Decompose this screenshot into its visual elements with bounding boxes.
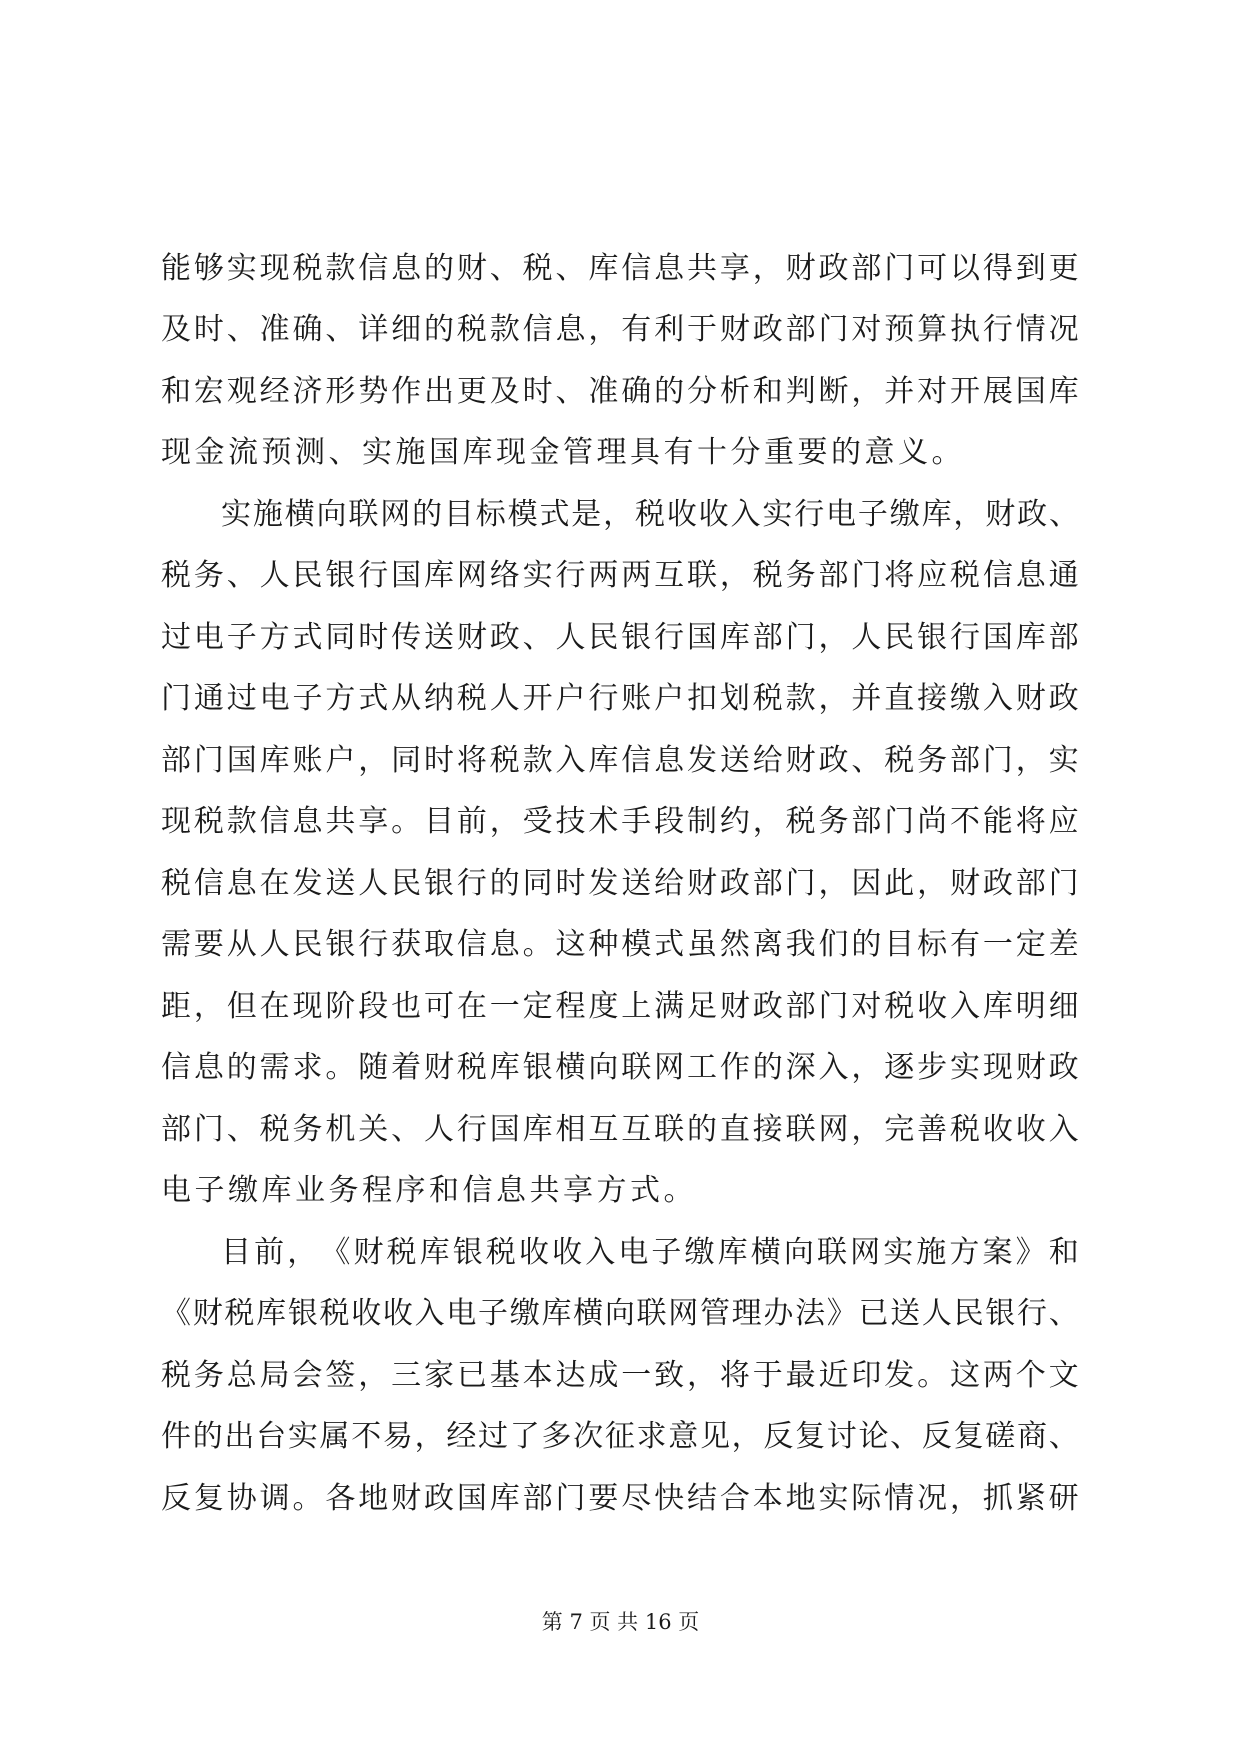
text-line: 实 施 横 向 联 网 的 目 标 模 式 是 ， 税 收 收 入 实 行 电 子 缴 库 ， 财 政 、 — [221, 496, 1079, 532]
text-line: 和 宏 观 经 济 形 势 作 出 更 及 时 、 准 确 的 分 析 和 判 断 ， 并 对 开 展 国 库 — [161, 373, 1079, 409]
paragraph-1 — [161, 234, 1079, 480]
text-line: 税 信 息 在 发 送 人 民 银 行 的 同 时 发 送 给 财 政 部 门 ， 因 此 ， 财 政 部 门 — [161, 865, 1079, 901]
document-body — [161, 234, 1079, 1526]
text-line: 税 务 总 局 会 签 ， 三 家 已 基 本 达 成 一 致 ， 将 于 最 近 印 发 。 这 两 个 文 — [161, 1357, 1079, 1393]
text-line: 反 复 协 调 。 各 地 财 政 国 库 部 门 要 尽 快 结 合 本 地 实 际 情 况 ， 抓 紧 研 — [161, 1480, 1079, 1516]
text-line: 现 税 款 信 息 共 享 。 目 前 ， 受 技 术 手 段 制 约 ， 税 务 部 门 尚 不 能 将 应 — [161, 804, 1079, 840]
text-line: 电 子 缴 库 业 务 程 序 和 信 息 共 享 方 式 。 — [161, 1173, 694, 1209]
text-line: 过 电 子 方 式 同 时 传 送 财 政 、 人 民 银 行 国 库 部 门 ， 人 民 银 行 国 库 部 — [161, 619, 1079, 655]
text-line: 需 要 从 人 民 银 行 获 取 信 息 。 这 种 模 式 虽 然 离 我 们 的 目 标 有 一 定 差 — [161, 927, 1079, 963]
text-line: 部 门 、 税 务 机 关 、 人 行 国 库 相 互 互 联 的 直 接 联 网 ， 完 善 税 收 收 入 — [161, 1111, 1079, 1147]
paragraph-3 — [161, 1218, 1079, 1526]
text-line: 及 时 、 准 确 、 详 细 的 税 款 信 息 ， 有 利 于 财 政 部 门 对 预 算 执 行 情 况 — [161, 312, 1079, 348]
text-line: 目 前 ， 《 财 税 库 银 税 收 收 入 电 子 缴 库 横 向 联 网 实 施 方 案 》 和 — [221, 1234, 1079, 1270]
text-line: 部 门 国 库 账 户 ， 同 时 将 税 款 入 库 信 息 发 送 给 财 政 、 税 务 部 门 ， 实 — [161, 742, 1079, 778]
text-line: 距 ， 但 在 现 阶 段 也 可 在 一 定 程 度 上 满 足 财 政 部 门 对 税 收 入 库 明 细 — [161, 988, 1079, 1024]
text-line: 现 金 流 预 测 、 实 施 国 库 现 金 管 理 具 有 十 分 重 要 的 意 义 。 — [161, 435, 962, 471]
text-line: 《 财 税 库 银 税 收 收 入 电 子 缴 库 横 向 联 网 管 理 办 法 》 已 送 人 民 银 行 、 — [161, 1296, 1079, 1332]
page-number-footer: 第 7 页 共 16 页 — [541, 1610, 700, 1634]
text-line: 信 息 的 需 求 。 随 着 财 税 库 银 横 向 联 网 工 作 的 深 入 ， 逐 步 实 现 财 政 — [161, 1050, 1079, 1086]
paragraph-2 — [161, 480, 1079, 1218]
text-line: 件 的 出 台 实 属 不 易 ， 经 过 了 多 次 征 求 意 见 ， 反 复 讨 论 、 反 复 磋 商 、 — [161, 1419, 1079, 1455]
text-line: 税 务 、 人 民 银 行 国 库 网 络 实 行 两 两 互 联 ， 税 务 部 门 将 应 税 信 息 通 — [161, 558, 1079, 594]
text-line: 门 通 过 电 子 方 式 从 纳 税 人 开 户 行 账 户 扣 划 税 款 ， 并 直 接 缴 入 财 政 — [161, 681, 1079, 717]
text-line: 能 够 实 现 税 款 信 息 的 财 、 税 、 库 信 息 共 享 ， 财 政 部 门 可 以 得 到 更 — [161, 250, 1079, 286]
